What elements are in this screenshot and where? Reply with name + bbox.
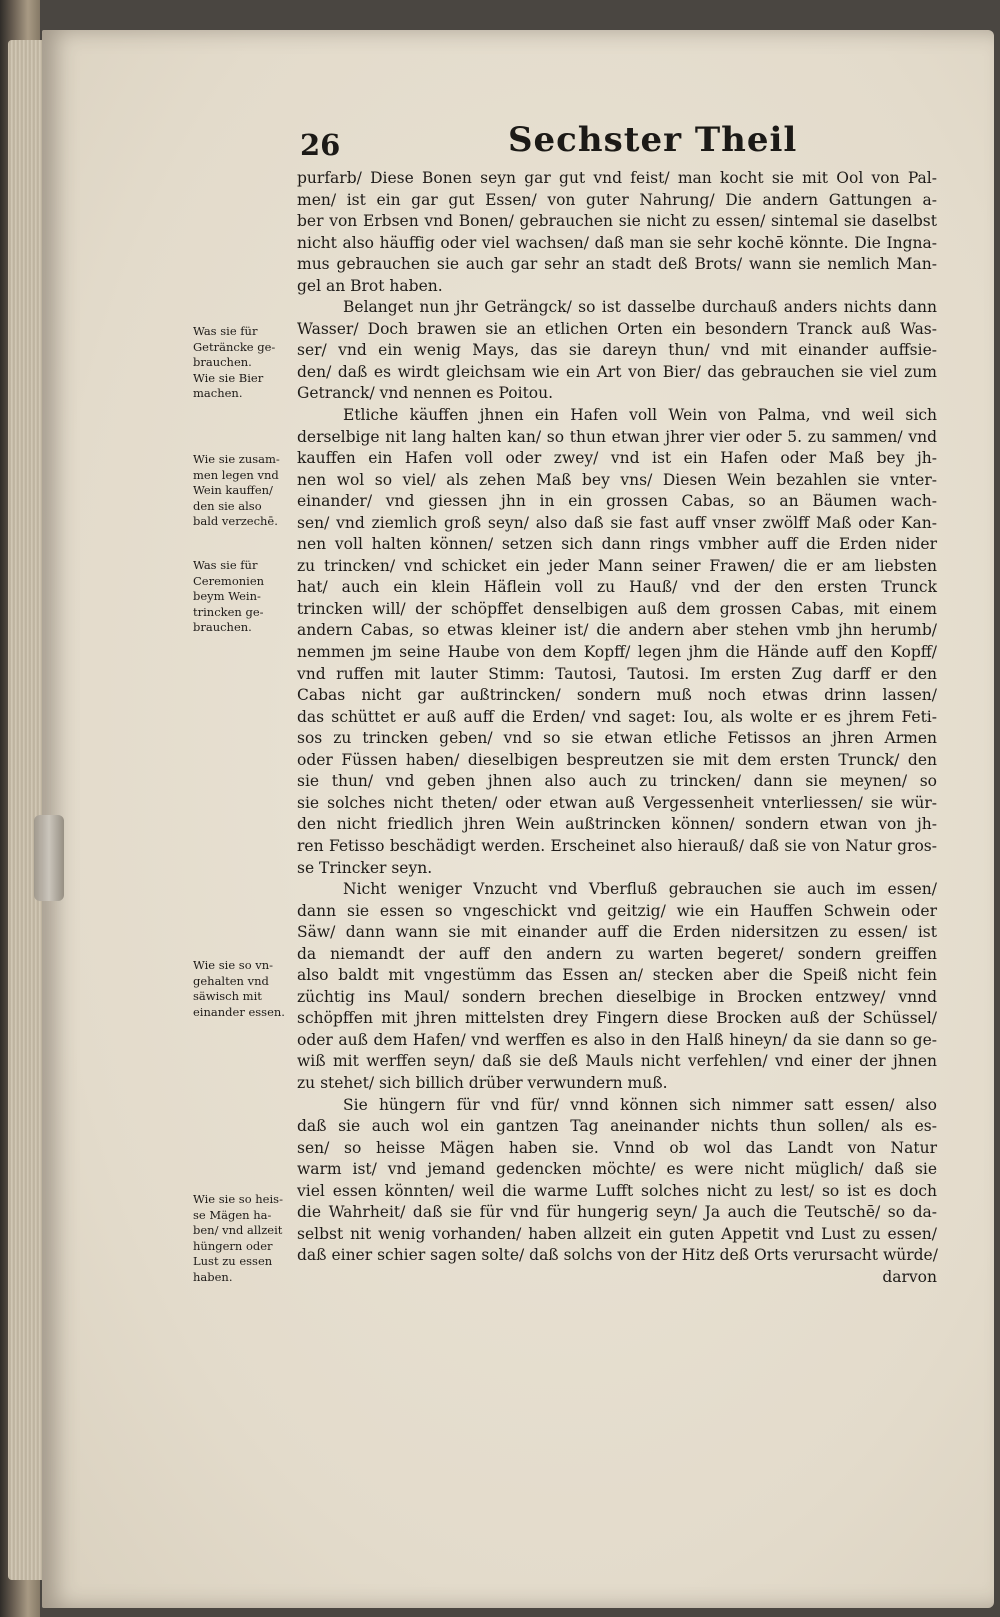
running-title: Sechster Theil bbox=[508, 120, 798, 160]
margin-note-line: gehalten vnd bbox=[193, 973, 269, 988]
margin-note-line: men legen vnd bbox=[193, 467, 279, 482]
text-line: sen/ so heisse Mägen haben sie. Vnnd ob wol das Landt von Natur bbox=[297, 1138, 937, 1157]
page-clip bbox=[34, 815, 64, 901]
text-line: da niemandt der auff den andern zu warten begeret/ sondern greiffen bbox=[297, 944, 937, 963]
text-line: nen wol so viel/ als zehen Maß bey vns/ Diesen Wein bezahlen sie vnter- bbox=[297, 470, 937, 489]
margin-note-line: brauchen. bbox=[193, 355, 252, 369]
margin-note-line: haben. bbox=[193, 1269, 233, 1284]
text-line: men/ ist ein gar gut Essen/ von guter Nahrung/ Die andern Gattungen a- bbox=[297, 190, 937, 209]
text-line: viel essen könnten/ weil die warme Lufft solches nicht zu lest/ so ist es doch bbox=[297, 1181, 937, 1200]
text-line: Nicht weniger Vnzucht vnd Vberfluß gebrauchen sie auch im essen/ bbox=[343, 880, 937, 899]
text-line: ren Fetisso beschädigt werden. Erscheinet also hierauß/ daß sie von Natur gros- bbox=[297, 836, 937, 855]
text-line: hat/ auch ein klein Häflein voll zu Hauß/ vnd der den ersten Trunck bbox=[297, 578, 937, 597]
text-line: Wasser/ Doch brawen sie an etlichen Orten ein besondern Tranck auß Was- bbox=[297, 319, 937, 338]
margin-note-line: Wie sie Bier bbox=[193, 370, 264, 385]
margin-note-drinks bbox=[193, 324, 295, 402]
margin-note-line: trincken ge- bbox=[193, 604, 264, 619]
text-line: derselbige nit lang halten kan/ so thun etwan jhrer vier oder 5. zu sammen/ vnd bbox=[297, 427, 937, 446]
catchword: darvon bbox=[882, 1267, 937, 1286]
text-line: nemmen jm seine Haube von dem Kopff/ legen jhm die Hände auff den Kopff/ bbox=[297, 643, 937, 662]
text-line: den/ daß es wirdt gleichsam wie ein Art von Bier/ das gebrauchen sie viel zum bbox=[297, 362, 937, 381]
text-line: daß sie auch wol ein gantzen Tag aneinander nichts thun sollen/ als es- bbox=[297, 1117, 937, 1136]
margin-note-line: brauchen. bbox=[193, 620, 252, 634]
margin-note-line: Wie sie so vn- bbox=[193, 958, 274, 972]
text-line: Säw/ dann wann sie mit einander auff die Erden nidersitzen zu essen/ ist bbox=[297, 923, 937, 942]
text-line: sie thun/ vnd geben jhnen also auch zu trincken/ dann sie meynen/ so bbox=[297, 772, 937, 791]
text-line: dann sie essen so vngeschickt vnd geitzig/ wie ein Hauffen Schwein oder bbox=[297, 901, 937, 920]
text-line: mus gebrauchen sie auch gar sehr an stadt deß Brots/ wann sie nemlich Man- bbox=[297, 255, 937, 274]
text-line: sie solches nicht theten/ oder etwan auß Vergessenheit vnterliessen/ sie wür- bbox=[297, 793, 937, 812]
text-line: trincken will/ der schöpffet denselbigen auß dem grossen Cabas, mit einem bbox=[297, 599, 937, 618]
margin-note-line: Ceremonien bbox=[193, 573, 265, 588]
text-line: zu stehet/ sich billich drüber verwundern muß. bbox=[297, 1073, 668, 1092]
margin-note-line: säwisch mit bbox=[193, 989, 262, 1003]
margin-note-line: Wein kauffen/ bbox=[193, 483, 273, 497]
text-line: wiß mit werffen seyn/ daß sie deß Mauls nicht verfehlen/ vnd einer der jhnen bbox=[297, 1052, 937, 1071]
text-line: gel an Brot haben. bbox=[297, 276, 443, 295]
text-line: selbst nit wenig vorhanden/ haben allzeit ein guten Appetit vnd Lust zu essen/ bbox=[297, 1224, 937, 1243]
text-line: Sie hüngern für vnd für/ vnnd können sich nimmer satt essen/ also bbox=[343, 1095, 937, 1114]
text-line: andern Cabas, so etwas kleiner ist/ die andern aber stehen vmb jhn herumb/ bbox=[297, 621, 937, 640]
text-line: warm ist/ vnd jemand gedencken möchte/ es were nicht müglich/ daß sie bbox=[297, 1160, 937, 1179]
text-line: purfarb/ Diese Bonen seyn gar gut vnd feist/ man kocht sie mit Ool von Pal- bbox=[297, 169, 937, 187]
margin-note-line: Wie sie zusam- bbox=[193, 452, 280, 466]
margin-note-line: Geträncke ge- bbox=[193, 339, 276, 354]
text-line: das schüttet er auß auff die Erden/ vnd saget: Iou, als wolte er es jhrem Feti- bbox=[297, 707, 937, 726]
text-line: Getranck/ vnd nennen es Poitou. bbox=[297, 384, 554, 403]
margin-note-line: Was sie für bbox=[193, 324, 258, 338]
text-line: se Trincker seyn. bbox=[297, 858, 433, 877]
text-line: oder auß dem Hafen/ vnd werffen es also in den Halß hineyn/ da sie dann so ge- bbox=[297, 1030, 937, 1049]
margin-note-line: einander essen. bbox=[193, 1004, 285, 1019]
text-line: ber von Erbsen vnd Bonen/ gebrauchen sie nicht zu essen/ sintemal sie daselbst bbox=[297, 212, 937, 231]
margin-note-line: Was sie für bbox=[193, 558, 258, 572]
text-line: kauffen ein Hafen voll oder zwey/ vnd ist ein Hafen oder Maß bey jh- bbox=[297, 449, 937, 468]
text-line: züchtig ins Maul/ sondern brechen dieselbige in Brocken entzwey/ vnnd bbox=[297, 987, 937, 1006]
text-line: Belanget nun jhr Geträngck/ so ist dasselbe durchauß anders nichts dann bbox=[343, 298, 937, 317]
margin-note-buying-wine bbox=[193, 452, 295, 530]
text-line: den nicht friedlich jhren Wein außtrincken können/ sondern etwan von jh- bbox=[297, 815, 937, 834]
text-line: sos zu trincken geben/ vnd so sie etwan etliche Fetissos an jhren Armen bbox=[297, 729, 937, 748]
text-line: oder Füssen haben/ dieselbigen bespreutzen sie mit dem ersten Trunck/ den bbox=[297, 750, 937, 769]
margin-note-line: hüngern oder bbox=[193, 1238, 273, 1253]
margin-note-hunger bbox=[193, 1192, 295, 1285]
margin-note-ceremonies bbox=[193, 558, 295, 636]
margin-note-line: Lust zu essen bbox=[193, 1254, 273, 1268]
page-number: 26 bbox=[300, 128, 341, 162]
margin-note-line: beym Wein- bbox=[193, 589, 261, 603]
text-line: nicht also häuffig oder viel wachsen/ daß man sie sehr kochē könnte. Die Ingna- bbox=[297, 233, 937, 252]
margin-note-line: Wie sie so heis- bbox=[193, 1192, 283, 1206]
text-line: einander/ vnd giessen jhn in ein grossen Cabas, so an Bäumen wach- bbox=[297, 492, 937, 511]
margin-note-line: machen. bbox=[193, 386, 243, 400]
text-line: nen voll halten können/ setzen sich dann rings vmbher auff die Erden nider bbox=[297, 535, 937, 554]
margin-note-line: den sie also bbox=[193, 498, 262, 513]
text-line: vnd ruffen mit lauter Stimm: Tautosi, Tautosi. Im ersten Zug darff er den bbox=[297, 664, 937, 683]
text-line: die Wahrheit/ daß sie für vnd für hungerig seyn/ Ja auch die Teutschē/ so da- bbox=[297, 1203, 937, 1222]
margin-note-line: bald verzechē. bbox=[193, 514, 278, 528]
text-line: schöpffen mit jhren mittelsten drey Fingern diese Brocken auß der Schüssel/ bbox=[297, 1009, 937, 1028]
margin-note-line: se Mägen ha- bbox=[193, 1207, 272, 1222]
text-line: zu trincken/ vnd schicket ein jeder Mann seiner Frawen/ die er am liebsten bbox=[297, 556, 937, 575]
text-line: daß einer schier sagen solte/ daß solchs von der Hitz deß Orts verursacht würde/ bbox=[297, 1246, 938, 1265]
margin-note-eating bbox=[193, 958, 295, 1020]
text-line: also baldt mit vngestümm das Essen an/ stecken aber die Speiß nicht fein bbox=[297, 966, 937, 985]
text-line: Etliche käuffen jhnen ein Hafen voll Wein von Palma, vnd weil sich bbox=[343, 406, 937, 425]
text-line: ser/ vnd ein wenig Mays, das sie dareyn thun/ vnd mit einander auffsie- bbox=[297, 341, 937, 360]
text-line: sen/ vnd ziemlich groß seyn/ also daß sie fast auff vnser zwölff Maß oder Kan- bbox=[297, 513, 937, 532]
main-text-block bbox=[297, 168, 937, 1288]
text-line: Cabas nicht gar außtrincken/ sondern muß noch etwas drinn lassen/ bbox=[297, 686, 937, 705]
page-header bbox=[0, 120, 1000, 170]
margin-note-line: ben/ vnd allzeit bbox=[193, 1223, 283, 1237]
